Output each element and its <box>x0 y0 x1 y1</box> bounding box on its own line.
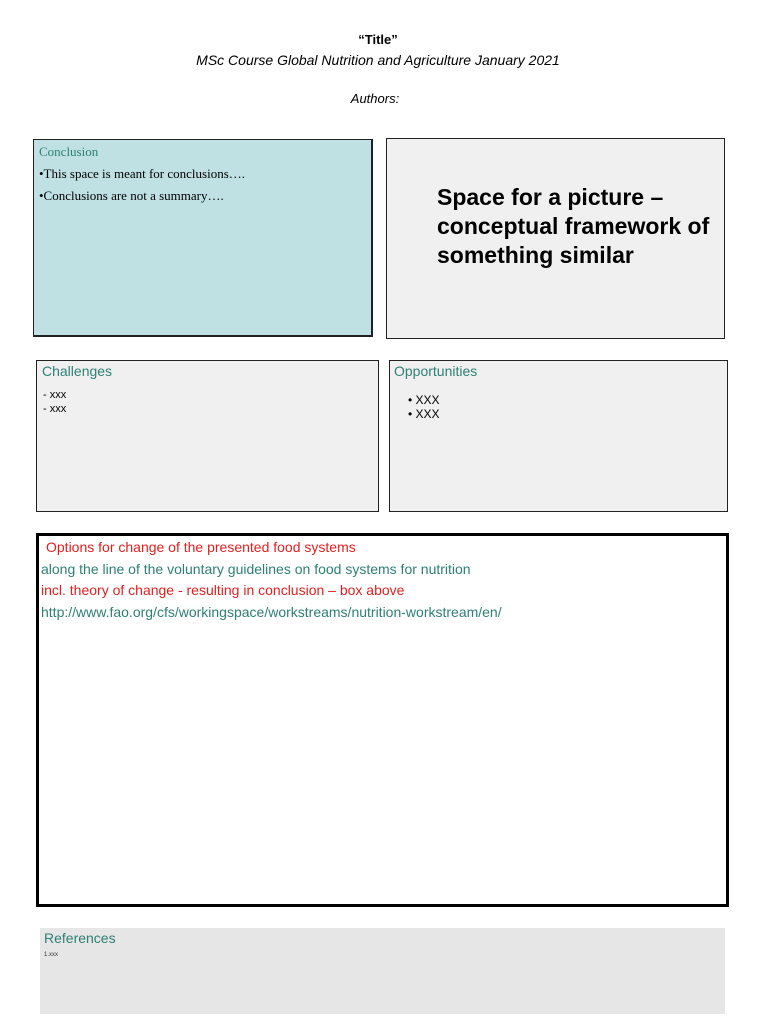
opportunities-heading: Opportunities <box>394 363 478 379</box>
options-heading: Options for change of the presented food systems <box>46 539 356 555</box>
reference-item: 1.xxx <box>44 952 59 958</box>
challenges-heading: Challenges <box>42 363 113 379</box>
poster-subtitle: MSc Course Global Nutrition and Agriculture January 2021 <box>196 52 560 68</box>
challenges-item: - xxx <box>43 403 67 415</box>
poster-title: “Title” <box>358 32 398 47</box>
options-for-change-box <box>36 533 729 907</box>
opportunities-item: • XXX <box>408 407 440 421</box>
challenges-item: - xxx <box>43 389 67 401</box>
conclusion-bullet: •Conclusions are not a summary…. <box>39 188 224 203</box>
opportunities-box <box>389 360 728 512</box>
conclusion-bullet: •This space is meant for conclusions…. <box>39 166 246 181</box>
options-link[interactable]: http://www.fao.org/cfs/workingspace/workstreams/nutrition-workstream/en/ <box>41 604 502 620</box>
picture-placeholder-box <box>386 138 725 339</box>
conclusion-heading: Conclusion <box>39 144 99 159</box>
options-line: incl. theory of change - resulting in conclusion – box above <box>41 582 405 598</box>
opportunities-item: • XXX <box>408 393 440 407</box>
conclusion-box <box>33 139 373 337</box>
references-box <box>40 928 725 1014</box>
authors-label: Authors: <box>350 91 400 106</box>
references-heading: References <box>44 930 116 946</box>
challenges-box <box>36 360 379 512</box>
options-line: along the line of the voluntary guidelines on food systems for nutrition <box>41 561 471 577</box>
picture-placeholder-text: Space for a picture – conceptual framework of something similar <box>437 184 710 268</box>
